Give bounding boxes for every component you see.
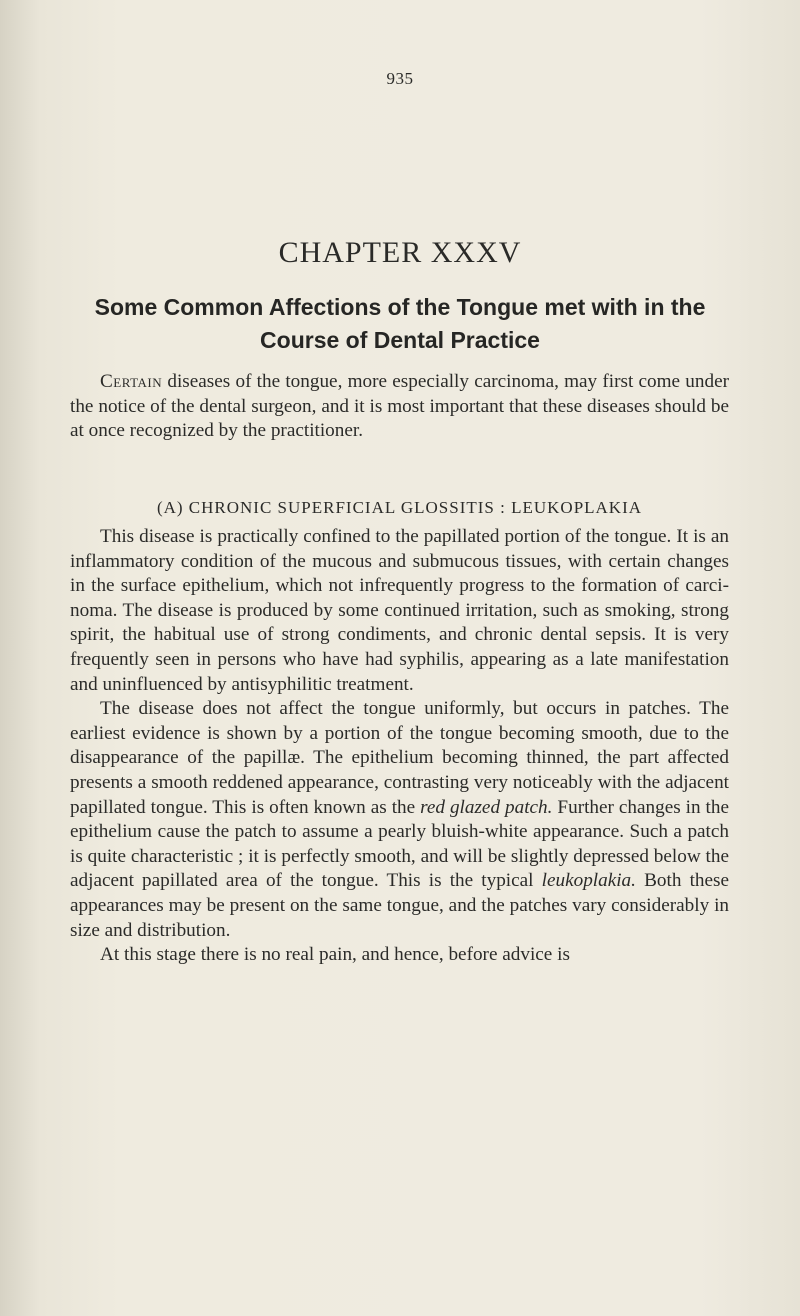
paragraph-2 xyxy=(70,697,729,943)
paragraph-2-part-3: Both these appearances may be present on the same tongue, and the patches vary considerably in size and distribution. xyxy=(70,870,729,941)
chapter-title: CHAPTER XXXV xyxy=(278,236,522,269)
section-heading: (A) CHRONIC SUPERFICIAL GLOSSITIS : LEUKOPLAKIA xyxy=(156,498,643,517)
paragraph-3: At this stage there is no real pain, and hence, before advice is xyxy=(100,944,570,966)
intro-body: diseases of the tongue, more especially carcinoma, may first come under the notice of the dental surgeon, and it is most important that these diseases should be at once recognized by the practitioner. xyxy=(70,371,729,442)
paragraph-2-part-1: The disease does not affect the tongue uniformly, but occurs in patches. The earliest evidence is shown by a portion of the tongue becoming smooth, due to the disappearance of the papillæ. The epithelium becoming thinned, the part affected presents a smooth reddened appearance, contrasting very noticeably with the adjacent papillated tongue. This is often known as the xyxy=(70,698,729,818)
main-text xyxy=(70,525,729,968)
paragraph-1: This disease is practically confined to the papillated portion of the tongue. It is an inflammatory condition of the mucous and submucous tissues, with certain changes in the surface epithelium, which not infrequently progress to the formation of carcinoma. The disease is produced by some continued irritation, such as smoking, strong spirit, the habitual use of strong condiments, and chronic dental sepsis. It is very frequently seen in persons who have had syphilis, appearing as a late manifestation and uninfluenced by antisyphilitic treatment. xyxy=(70,526,729,695)
intro-text xyxy=(70,370,729,444)
intro-paragraph xyxy=(70,370,729,444)
term-red-glazed-patch: red glazed patch. xyxy=(420,796,553,818)
paragraph-2-part-2: Further changes in the epithelium cause the patch to assume a pearly bluish-white appearance. Such a patch is quite characteristic ; it is perfectly smooth, and will be slightly depressed below the adjacent papillated area of the tongue. This is the typical xyxy=(70,796,729,892)
chapter-subtitle: Some Common Affections of the Tongue met with in the Course of Dental Practice xyxy=(94,294,706,353)
intro-lead-word: Certain xyxy=(100,371,163,392)
term-leukoplakia: leukoplakia. xyxy=(541,870,636,892)
page-number: 935 xyxy=(386,69,414,88)
